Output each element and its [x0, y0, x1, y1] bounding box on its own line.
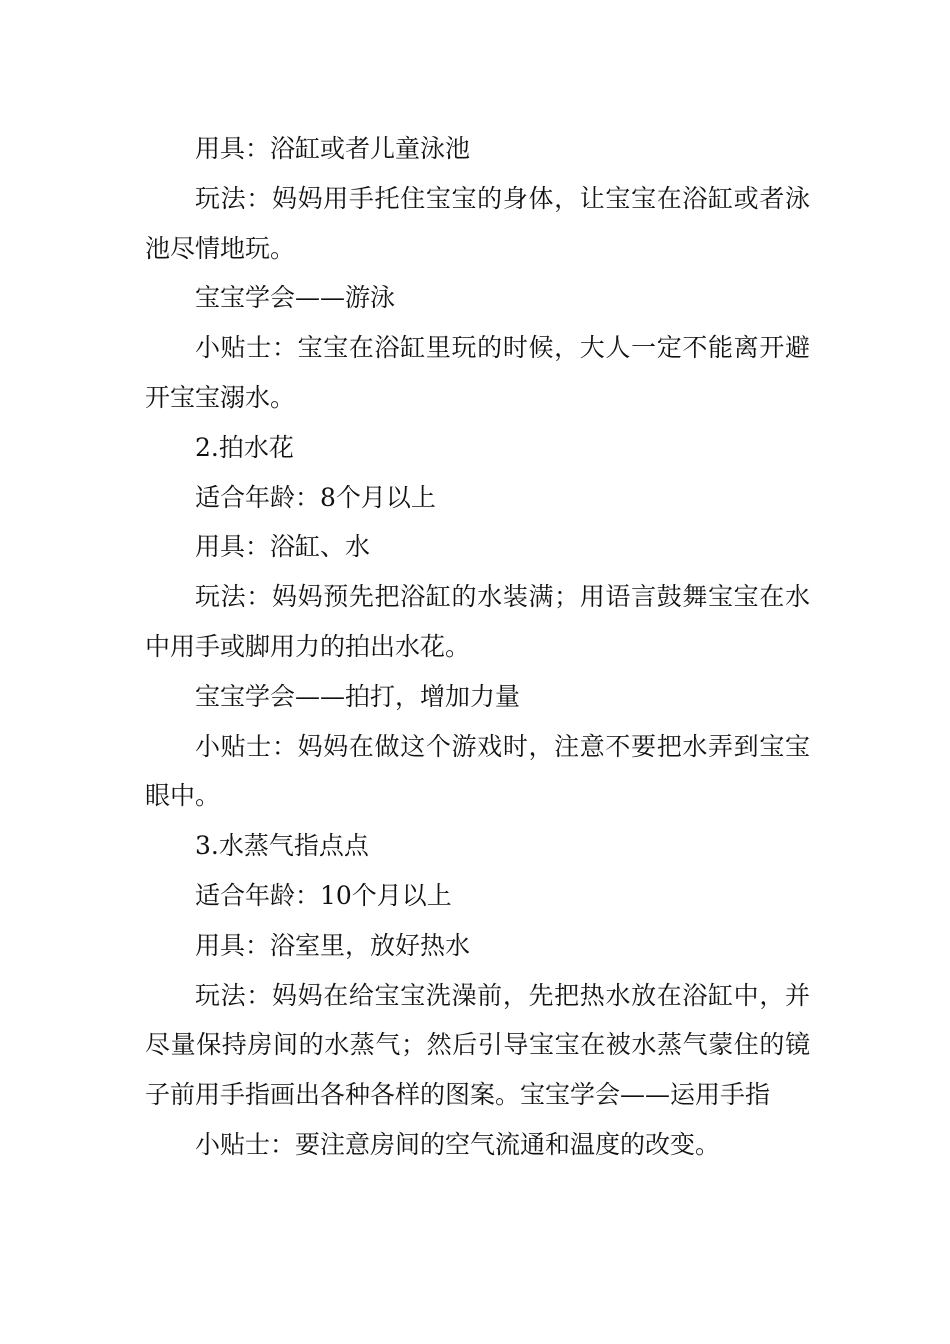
- paragraph-tools-3: 用具：浴室里，放好热水: [195, 930, 471, 960]
- paragraph-tools-bathtub-pool: 用具：浴缸或者儿童泳池: [195, 134, 471, 163]
- paragraph-play-method-2: 玩法：妈妈预先把浴缸的水装满；用语言鼓舞宝宝在水中用手或脚用力的拍出水花。: [145, 582, 810, 661]
- document-page: [145, 124, 810, 1170]
- paragraph-play-method-3: 玩法：妈妈在给宝宝洗澡前，先把热水放在浴缸中，并尽量保持房间的水蒸气；然后引导宝宝在被水蒸气蒙住的镜子前用手指画出各种各样的图案。宝宝学会——运用手指: [145, 980, 810, 1110]
- paragraph-age-2: 适合年龄：8个月以上: [195, 482, 436, 512]
- paragraph-tip-1: 小贴士：宝宝在浴缸里玩的时候，大人一定不能离开避开宝宝溺水。: [145, 333, 810, 412]
- paragraph-tip-2: 小贴士：妈妈在做这个游戏时，注意不要把水弄到宝宝眼中。: [145, 731, 810, 811]
- paragraph-tip-3: 小贴士：要注意房间的空气流通和温度的改变。: [195, 1129, 721, 1159]
- paragraph-tools-2: 用具：浴缸、水: [195, 532, 371, 562]
- paragraph-learn-2: 宝宝学会——拍打，增加力量: [195, 681, 521, 711]
- section-heading-steam: 3.水蒸气指点点: [195, 831, 369, 861]
- paragraph-learn-swimming: 宝宝学会——游泳: [195, 283, 396, 313]
- paragraph-age-3: 适合年龄：10个月以上: [195, 880, 452, 910]
- paragraph-play-method-1: 玩法：妈妈用手托住宝宝的身体，让宝宝在浴缸或者泳池尽情地玩。: [145, 183, 810, 263]
- section-heading-splash: 2.拍水花: [195, 432, 294, 462]
